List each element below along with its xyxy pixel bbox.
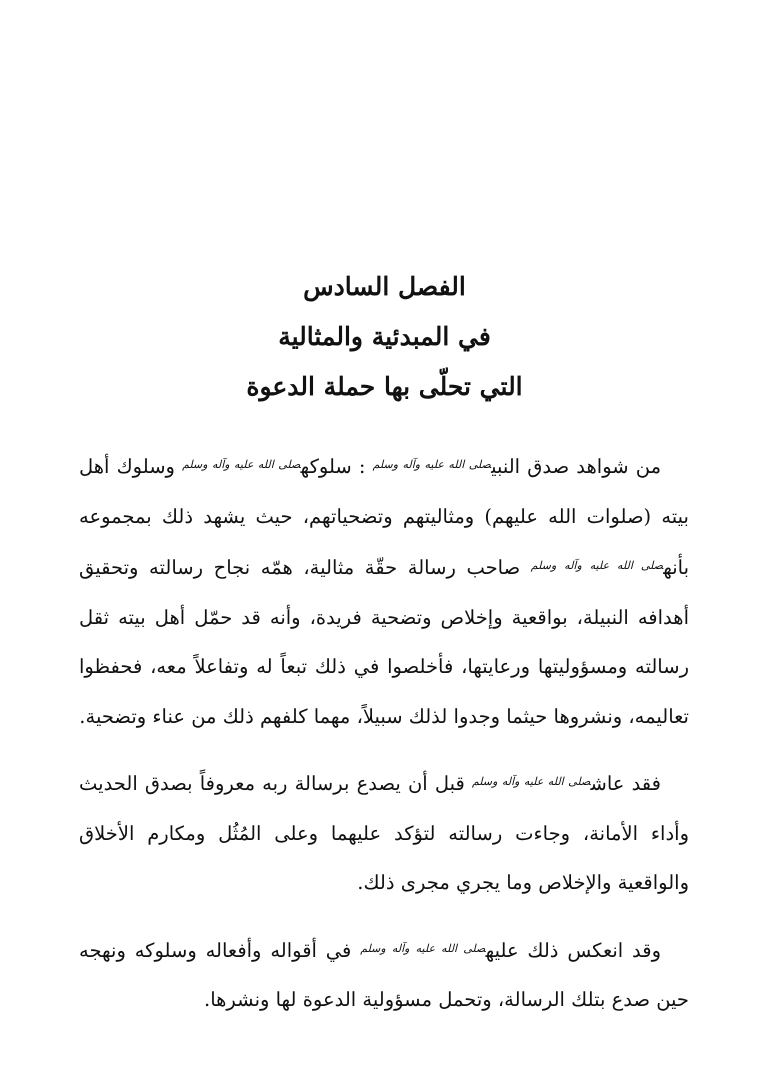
paragraph-1-text-c: وسلوك أهل بيته (صلوات الله عليهم) ومثاليتهم وتضحياتهم، حيث يشهد ذلك بمجموعه بأنه [79,455,690,579]
paragraph-1-text-a: من شواهد صدق النبي [491,455,662,478]
paragraph-2 [79,757,689,908]
chapter-heading [0,262,769,412]
paragraph-3-text-b: في أقواله وأفعاله وسلوكه ونهجه حين صدع بتلك الرسالة، وتحمل مسؤولية الدعوة لها ونشرها. [79,938,689,1011]
paragraph-2-text-b: قبل أن يصدع برسالة ربه معروفاً بصدق الحديث وأداء الأمانة، وجاءت رسالته لتؤكد عليهما وعلى المُثُل ومكارم الأخلاق والواقعية والإخلاص وما يجري مجرى ذلك. [79,772,689,894]
paragraph-2-text-a: فقد عاش [590,772,661,795]
paragraph-1-text-b: : سلوكه [300,455,366,478]
honorific-mark: صلى الله عليه وآله وسلم [360,941,486,955]
paragraph-3-text-a: وقد انعكس ذلك عليه [485,938,662,962]
chapter-subtitle-2: التي تحلّى بها حملة الدعوة [246,372,523,401]
honorific-mark: صلى الله عليه وآله وسلم [471,775,591,788]
paragraph-1 [79,440,689,741]
honorific-mark: صلى الله عليه وآله وسلم [182,458,301,471]
paragraph-3 [79,924,689,1025]
honorific-mark: صلى الله عليه وآله وسلم [372,458,492,471]
honorific-mark: صلى الله عليه وآله وسلم [530,559,664,572]
chapter-title: الفصل السادس [303,272,466,301]
paragraph-1-text-d: صاحب رسالة حقّة مثالية، همّه نجاح رسالته وتحقيق أهدافه النبيلة، بواقعية وإخلاص وتضحية فريدة، وأنه قد حمّل أهل بيته ثقل رسالته ومسؤوليتها ورعايتها، فأخلصوا في ذلك تبعاً له وتفاعلاً معه، فحفظوا تعاليمه، ونشروها حيثما وجدوا لذلك سبيلاً، مهما كلفهم ذلك من عناء وتضحية. [79,556,689,728]
chapter-subtitle: في المبدئية والمثالية [278,322,491,351]
body-text [79,440,689,1041]
